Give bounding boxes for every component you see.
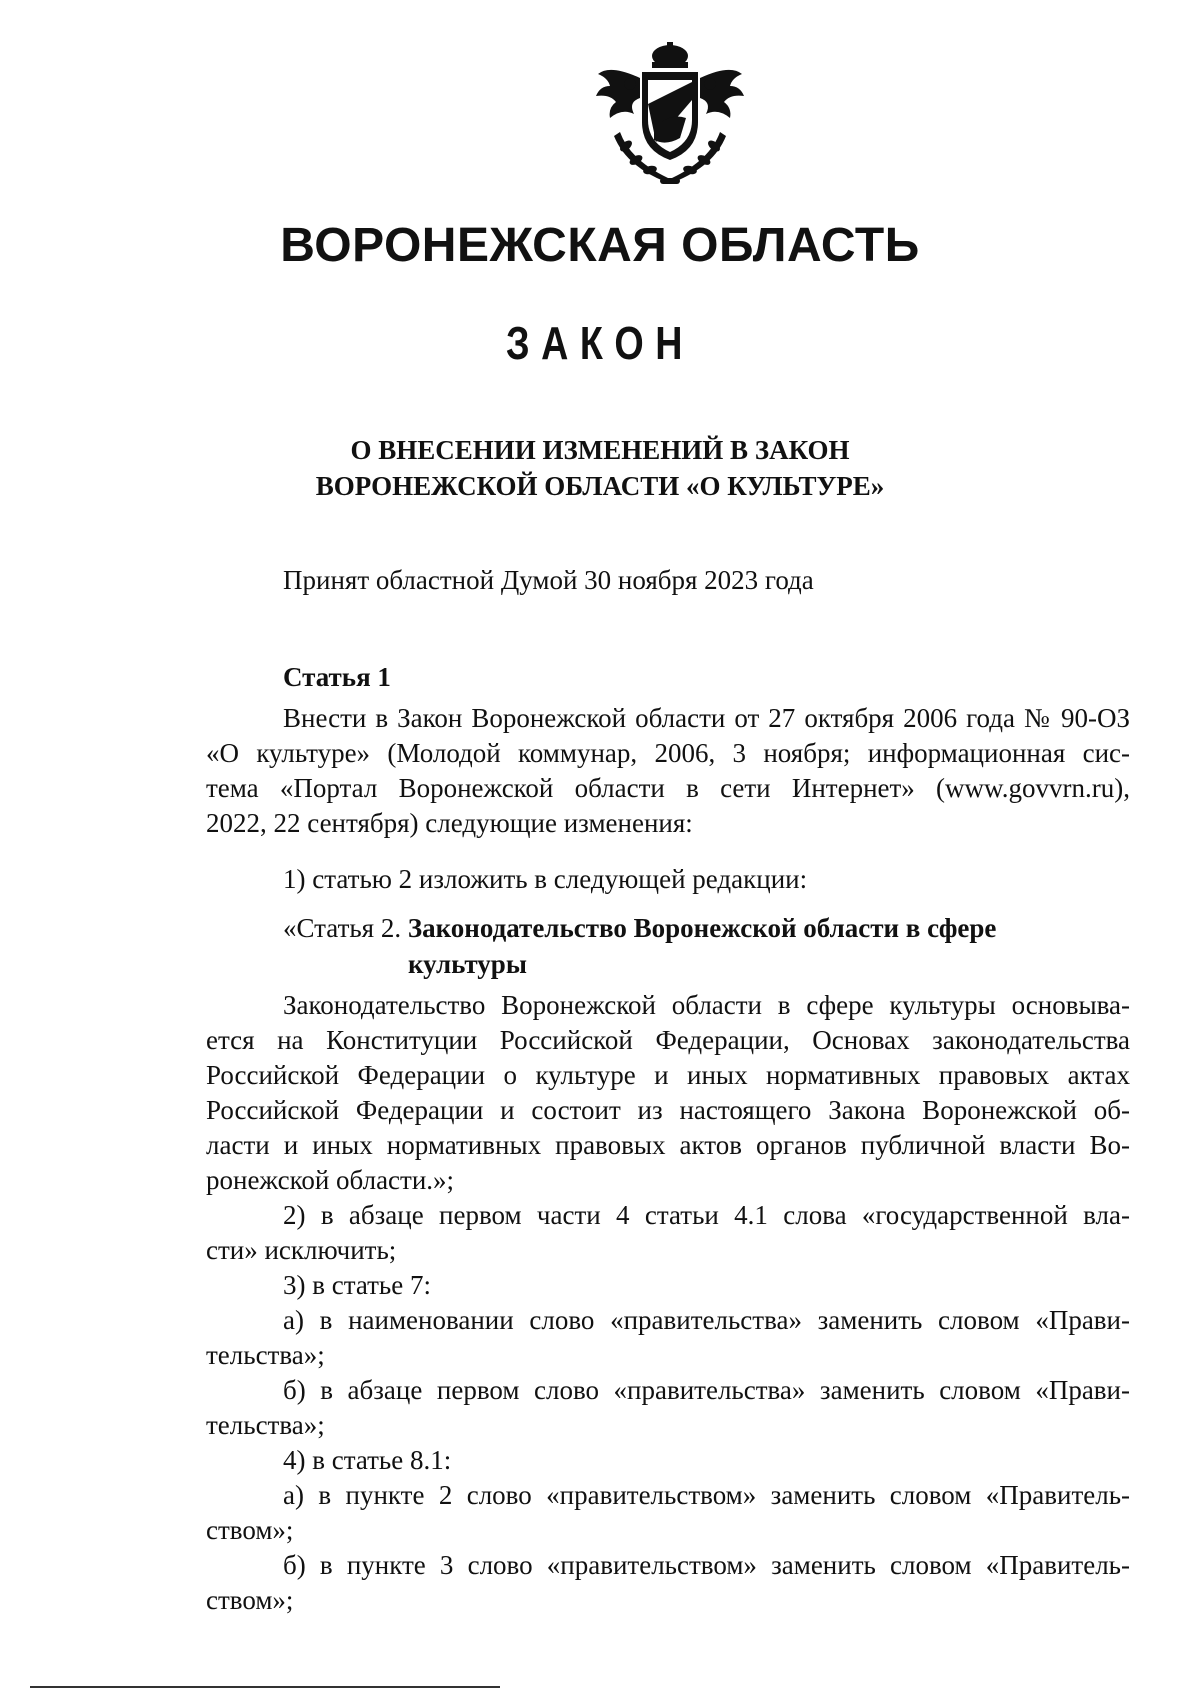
article-1-intro [206,701,1130,841]
text-line: Внести в Закон Воронежской области от 27 октября 2006 года № 90-ОЗ [283,703,1130,733]
text-line: сти» исключить; [206,1235,397,1265]
law-title-line-1: О ВНЕСЕНИИ ИЗМЕНЕНИЙ В ЗАКОН [350,435,850,465]
amendment-items [206,1198,1130,1618]
text-line: 3) в статье 7: [283,1270,431,1300]
text-line: 2) в абзаце первом части 4 статьи 4.1 слова «государственной вла- [283,1200,1130,1230]
text-line: Российской Федерации и состоит из настоящего Закона Воронежской об- [206,1095,1130,1125]
text-line: тема «Портал Воронежской области в сети Интернет» (www.govvrn.ru), [206,773,1130,803]
text-line: «О культуре» (Молодой коммунар, 2006, 3 ноября; информационная сис- [206,738,1130,768]
text-line: тельства»; [206,1340,325,1370]
text-line: а) в пункте 2 слово «правительством» заменить словом «Правитель- [283,1480,1130,1510]
quoted-article-title: Законодательство Воронежской области в сфере [407,913,997,943]
item-1 [206,862,1130,897]
text-line: ством»; [206,1515,294,1545]
document-type: ЗАКОН [506,317,694,369]
text-line: ласти и иных нормативных правовых актов органов публичной власти Во- [206,1130,1130,1160]
text-line: тельства»; [206,1410,325,1440]
law-title-line-2: ВОРОНЕЖСКОЙ ОБЛАСТИ «О КУЛЬТУРЕ» [315,471,885,501]
text-line: ется на Конституции Российской Федерации, Основах законодательства [206,1025,1130,1055]
quoted-article-heading [283,910,1043,982]
law-title [0,432,1200,504]
text-line: 4) в статье 8.1: [283,1445,452,1475]
quoted-article-body [206,988,1130,1198]
text-line: б) в абзаце первом слово «правительства» заменить словом «Прави- [283,1375,1130,1405]
text-line: ронежской области.»; [206,1165,455,1195]
region-title: ВОРОНЕЖСКАЯ ОБЛАСТЬ [280,219,920,272]
text-line: ством»; [206,1585,294,1615]
adoption-note: Принят областной Думой 30 ноября 2023 года [283,565,814,595]
text-line: Законодательство Воронежской области в сфере культуры основыва- [283,990,1130,1020]
page-divider [30,1686,500,1688]
text-line: 1) статью 2 изложить в следующей редакции: [283,864,808,894]
quoted-article-prefix: «Статья 2. [283,913,408,943]
voronezh-coat-of-arms-icon [590,42,750,192]
text-line: а) в наименовании слово «правительства» заменить словом «Прави- [283,1305,1130,1335]
text-line: Российской Федерации о культуре и иных нормативных правовых актах [206,1060,1130,1090]
text-line: 2022, 22 сентября) следующие изменения: [206,808,693,838]
article-1-heading: Статья 1 [283,662,391,692]
text-line: б) в пункте 3 слово «правительством» заменить словом «Правитель- [283,1550,1130,1580]
quoted-article-title-continued: культуры [408,949,527,979]
